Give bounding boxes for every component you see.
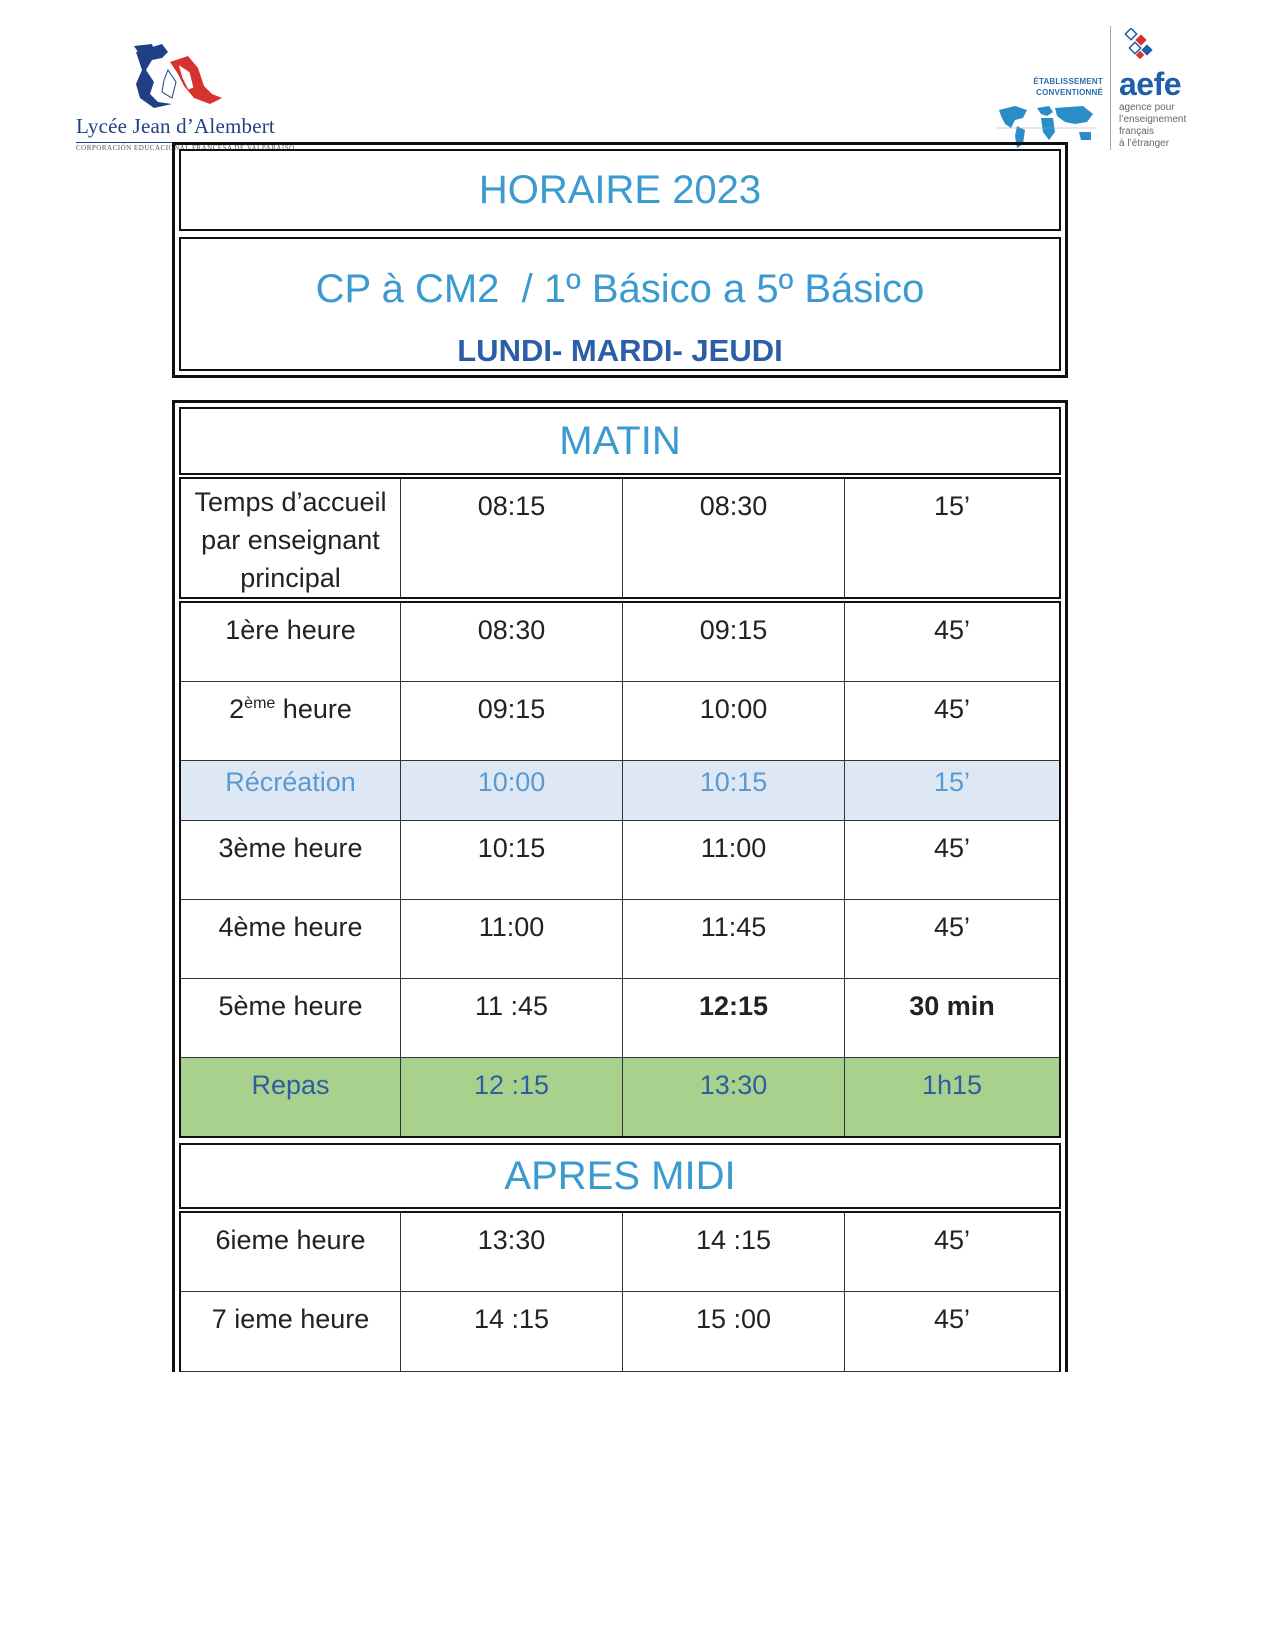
accueil-grid: [179, 477, 1061, 599]
lycee-logo: [76, 42, 316, 154]
etablissement-label: ÉTABLISSEMENT CONVENTIONNÉ: [1033, 77, 1103, 97]
row-label: 3ème heure: [181, 821, 401, 899]
start-time: 13:30: [401, 1213, 623, 1291]
lycee-emblem-icon: [132, 42, 226, 112]
duration: 15’: [933, 491, 971, 521]
aefe-logo: [995, 26, 1205, 156]
days-title: LUNDI- MARDI- JEUDI: [457, 333, 783, 368]
duration: 15’: [933, 767, 971, 797]
duration: 45’: [933, 912, 971, 942]
end-time: 12:15: [623, 979, 845, 1057]
table-row: [181, 979, 1059, 1058]
aefe-brand: aefe: [1119, 66, 1182, 102]
aefe-tagline: agence pour l’enseignement français à l’étranger: [1119, 102, 1187, 149]
row-label: 7 ieme heure: [181, 1292, 401, 1371]
levels-title: CP à CM2 / 1º Básico a 5º Básico: [315, 267, 925, 311]
start-time: 10:00: [401, 761, 623, 820]
row-label: 1ère heure: [181, 603, 401, 681]
duration: 45’: [933, 1304, 971, 1334]
duration: 1h15: [921, 1070, 983, 1100]
table-row: [181, 601, 1059, 682]
end-time: 10:15: [623, 761, 845, 820]
lycee-subtitle: CORPORACIÓN EDUCACIONAL FRANCESA DE VALPARAÍSO: [76, 144, 295, 152]
table-row: [181, 900, 1059, 979]
duration: 45’: [933, 833, 971, 863]
duration: 45’: [933, 694, 971, 724]
end-time: 13:30: [623, 1058, 845, 1136]
row-label: Repas: [181, 1058, 401, 1136]
start-time: 12 :15: [401, 1058, 623, 1136]
title-box: [179, 149, 1061, 231]
end-time: 09:15: [623, 603, 845, 681]
row-label: Récréation: [181, 761, 401, 820]
morning-grid: [179, 601, 1061, 1138]
start-time: 09:15: [401, 682, 623, 760]
start-time: 08:15: [401, 479, 623, 597]
row-label: Temps d’accueil par enseignant principal: [181, 479, 401, 597]
start-time: 08:30: [401, 603, 623, 681]
start-time: 14 :15: [401, 1292, 623, 1371]
row-label: 4ème heure: [181, 900, 401, 978]
end-time: 11:45: [623, 900, 845, 978]
subtitle-box: [179, 237, 1061, 371]
end-time: 14 :15: [623, 1213, 845, 1291]
afternoon-grid: [179, 1211, 1061, 1372]
duration: 45’: [933, 615, 971, 645]
lycee-name: Lycée Jean d’Alembert: [76, 114, 275, 138]
aefe-cubes-icon: [1123, 28, 1163, 64]
start-time: 10:15: [401, 821, 623, 899]
page-title: HORAIRE 2023: [478, 167, 762, 212]
end-time: 15 :00: [623, 1292, 845, 1371]
row-label: 5ème heure: [181, 979, 401, 1057]
schedule-table: [172, 400, 1068, 1372]
afternoon-header: APRES MIDI: [179, 1143, 1061, 1209]
morning-header: MATIN: [179, 407, 1061, 475]
table-row: [181, 1292, 1059, 1372]
duration: 30 min: [909, 991, 995, 1021]
table-row: [181, 682, 1059, 761]
row-label: 2ème heure: [181, 682, 401, 760]
end-time: 08:30: [623, 479, 845, 597]
end-time: 10:00: [623, 682, 845, 760]
aefe-separator: [1110, 26, 1111, 150]
end-time: 11:00: [623, 821, 845, 899]
title-block: [172, 142, 1068, 378]
recreation-row: [181, 761, 1059, 821]
repas-row: [181, 1058, 1059, 1138]
start-time: 11 :45: [401, 979, 623, 1057]
row-label: 6ieme heure: [181, 1213, 401, 1291]
duration: 45’: [933, 1225, 971, 1255]
table-row: [181, 477, 1059, 599]
start-time: 11:00: [401, 900, 623, 978]
table-row: [181, 1211, 1059, 1292]
table-row: [181, 821, 1059, 900]
